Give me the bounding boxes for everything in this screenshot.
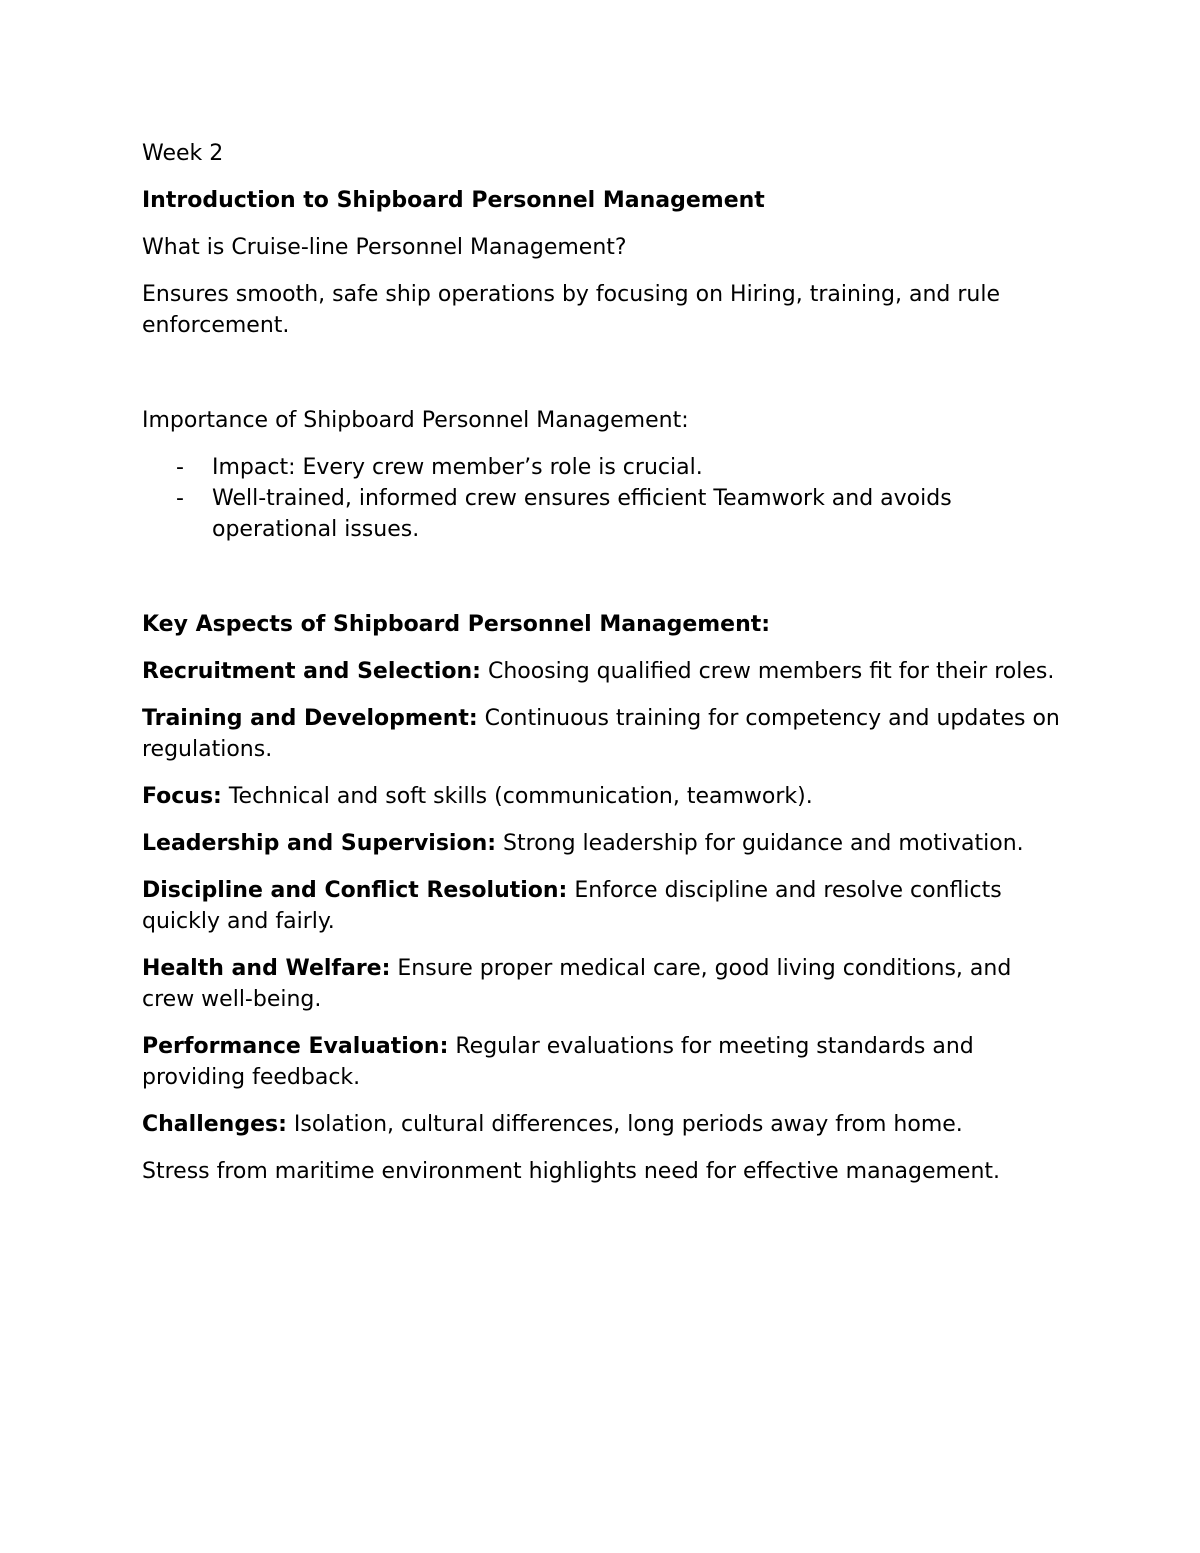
aspect-label: Leadership and Supervision: xyxy=(142,831,497,856)
aspect-label: Discipline and Conflict Resolution: xyxy=(142,878,568,903)
document-page xyxy=(142,138,1062,1187)
bullet-marker: - xyxy=(176,486,184,511)
importance-heading: Importance of Shipboard Personnel Management: xyxy=(142,408,689,433)
aspect-discipline xyxy=(142,875,1062,937)
aspect-label: Health and Welfare: xyxy=(142,956,391,981)
key-aspects-heading: Key Aspects of Shipboard Personnel Management: xyxy=(142,612,771,637)
closing-paragraph: Stress from maritime environment highlights need for effective management. xyxy=(142,1159,1001,1184)
list-item xyxy=(142,452,1062,483)
aspect-health xyxy=(142,953,1062,1015)
aspect-text: Isolation, cultural differences, long periods away from home. xyxy=(286,1112,963,1137)
aspect-label: Focus: xyxy=(142,784,222,809)
list-item xyxy=(142,483,1062,545)
aspect-text: Ensure proper medical care, good living conditions, and crew well-being. xyxy=(142,956,1012,1012)
intro-paragraph: Ensures smooth, safe ship operations by focusing on Hiring, training, and rule enforcement. xyxy=(142,282,1000,338)
aspect-text: Technical and soft skills (communication, teamwork). xyxy=(221,784,813,809)
aspect-training xyxy=(142,703,1062,765)
list-item-text: Impact: Every crew member’s role is crucial. xyxy=(212,455,703,480)
aspect-focus xyxy=(142,781,1062,812)
list-item-text: Well-trained, informed crew ensures efficient Teamwork and avoids operational issues. xyxy=(212,486,952,542)
aspect-label: Training and Development: xyxy=(142,706,478,731)
question-heading: What is Cruise-line Personnel Management? xyxy=(142,235,627,260)
aspect-performance xyxy=(142,1031,1062,1093)
aspect-text: Strong leadership for guidance and motivation. xyxy=(496,831,1024,856)
aspect-text: Regular evaluations for meeting standards and providing feedback. xyxy=(142,1034,974,1090)
aspect-label: Performance Evaluation: xyxy=(142,1034,449,1059)
aspect-text: Continuous training for competency and updates on regulations. xyxy=(142,706,1060,762)
week-label: Week 2 xyxy=(142,141,224,166)
bullet-marker: - xyxy=(176,455,184,480)
aspect-label: Challenges: xyxy=(142,1112,287,1137)
aspect-text: Choosing qualified crew members fit for their roles. xyxy=(480,659,1055,684)
document-title: Introduction to Shipboard Personnel Management xyxy=(142,188,765,213)
aspect-recruitment xyxy=(142,656,1062,687)
importance-list xyxy=(142,452,1062,545)
aspect-label: Recruitment and Selection: xyxy=(142,659,481,684)
aspect-leadership xyxy=(142,828,1062,859)
aspect-text: Enforce discipline and resolve conflicts quickly and fairly. xyxy=(142,878,1002,934)
aspect-challenges xyxy=(142,1109,1062,1140)
